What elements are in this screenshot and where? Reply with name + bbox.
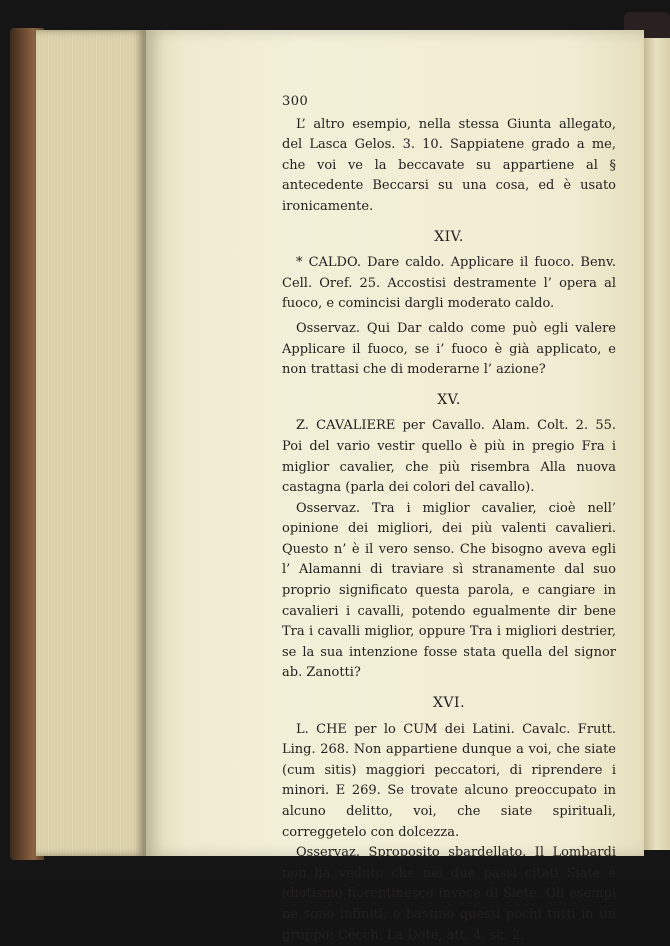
section-heading: XV. bbox=[437, 391, 461, 408]
paragraph: L’ altro esempio, nella stessa Giunta allegato, del Lasca Gelos. 3. 10. Sappiatene grado a me, che voi ve la beccavate su appartiene al § antecedente Beccarsi su una cosa, ed è usato ironicamente. bbox=[282, 116, 616, 214]
section-heading: XVI. bbox=[432, 695, 466, 712]
page-number: 300 bbox=[282, 94, 309, 109]
facing-page-edge bbox=[642, 38, 670, 850]
paragraph: Z. CAVALIERE per Cavallo. Alam. Colt. 2. 55. Poi del vario vestir quello è più in pregio Fra i miglior cavalier, che più risembra Alla nuova castagna (parla dei colori del cavallo). bbox=[282, 418, 616, 496]
page-text bbox=[282, 92, 616, 946]
page-edges bbox=[36, 30, 146, 856]
section-heading: XIV. bbox=[434, 228, 464, 245]
paragraph: L. CHE per lo CUM dei Latini. Cavalc. Frutt. Ling. 268. Non appartiene dunque a voi, che siate (cum sitis) maggiori peccatori, di riprendere i minori. E 269. Se trovate alcuno preoccupato in alcuno delitto, voi, che siate spirituali, correggetelo con dolcezza. bbox=[282, 721, 616, 840]
paragraph: Osservaz. Tra i miglior cavalier, cioè nell’ opinione dei migliori, dei più valenti cavalieri. Questo n’ è il vero senso. Che bisogno aveva egli l’ Alamanni di traviare sì stranamente dal suo proprio significato questa parola, e cangiare in cavalieri i cavalli, potendo egualmente dir bene Tra i cavalli miglior, oppure Tra i migliori destrier, se la sua intenzione fosse stata quella del signor ab. Zanotti? bbox=[282, 500, 616, 681]
paragraph: * CALDO. Dare caldo. Applicare il fuoco. Benv. Cell. Oref. 25. Accostisi destramente l’ opera al fuoco, e comincisi dargli moderato caldo. bbox=[282, 255, 616, 312]
paragraph: Osservaz. Qui Dar caldo come può egli valere Applicare il fuoco, se i’ fuoco è già applicato, e non trattasi che di moderarne l’ azione? bbox=[282, 320, 616, 378]
paragraph: Osservaz. Sproposito sbardellato. Il Lombardi non ha veduto che nei due passi citati Siate è idiotismo fiorentinesco invece di Siete. Gli esempi ne sono infiniti, e bastino questi pochi tutti in un gruppo: Cecch. La Dote, att. 4. sc. 2. bbox=[282, 845, 616, 943]
